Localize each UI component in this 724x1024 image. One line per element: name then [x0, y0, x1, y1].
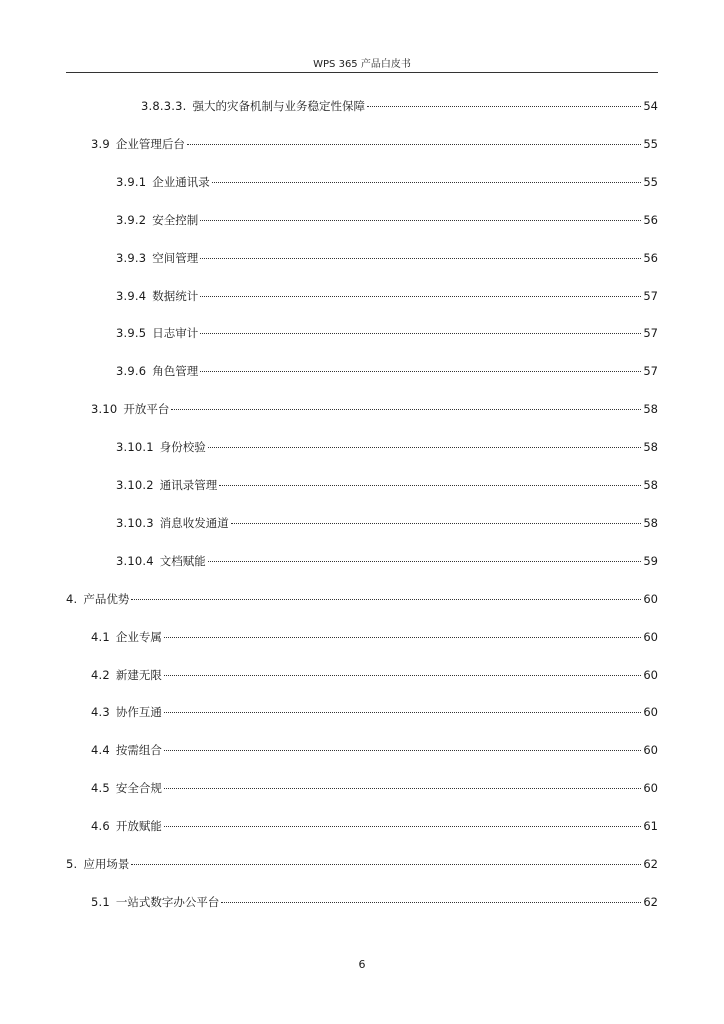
toc-dot-leader	[164, 750, 641, 751]
toc-entry[interactable]	[116, 288, 658, 304]
toc-entry-page: 54	[643, 99, 658, 113]
toc-dot-leader	[212, 182, 642, 183]
toc-entry-page: 60	[643, 629, 658, 644]
toc-entry-title: 角色管理	[152, 364, 199, 379]
toc-entry-number: 3.10.3	[116, 515, 154, 530]
toc-entry-title: 产品优势	[83, 591, 130, 606]
toc-entry-page: 62	[643, 857, 658, 871]
toc-entry-number: 3.10.1	[116, 440, 154, 455]
toc-entry-number: 3.9.6	[116, 364, 147, 379]
toc-entry-number: 3.10.4	[116, 553, 154, 568]
toc-dot-leader	[219, 485, 641, 486]
toc-entry-title: 日志审计	[152, 326, 199, 341]
toc-dot-leader	[131, 864, 641, 865]
toc-entry[interactable]	[116, 363, 658, 379]
toc-entry-page: 57	[643, 288, 658, 303]
toc-entry-page: 60	[643, 743, 658, 758]
toc-entry-number: 3.9.5	[116, 326, 147, 341]
toc-dot-leader	[164, 675, 641, 676]
toc-entry-title: 开放赋能	[115, 819, 162, 834]
toc-entry-number: 4.1	[91, 629, 110, 644]
toc-entry[interactable]	[116, 553, 658, 569]
toc-entry-page: 60	[643, 705, 658, 720]
toc-dot-leader	[164, 712, 641, 713]
toc-entry-title: 企业通讯录	[152, 174, 210, 189]
toc-dot-leader	[367, 106, 641, 107]
toc-entry-title: 通讯录管理	[159, 478, 218, 492]
toc-entry-page: 60	[643, 781, 658, 796]
toc-entry-number: 5.1	[91, 894, 110, 909]
toc-entry-number: 4.	[66, 591, 78, 606]
toc-entry-title: 数据统计	[152, 288, 199, 303]
toc-entry[interactable]	[91, 629, 658, 645]
toc-entry-title: 一站式数字办公平台	[115, 894, 220, 909]
toc-entry[interactable]	[91, 667, 658, 683]
toc-entry[interactable]	[116, 439, 658, 455]
toc-entry-title: 消息收发通道	[159, 515, 229, 530]
toc-dot-leader	[200, 296, 641, 297]
toc-entry-number: 4.2	[91, 667, 110, 682]
toc-entry-page: 57	[643, 364, 658, 379]
toc-entry-page: 58	[643, 515, 658, 530]
toc-dot-leader	[131, 599, 641, 600]
toc-entry-number: 3.10.2	[116, 478, 154, 492]
toc-entry-title: 协作互通	[115, 705, 162, 720]
toc-entry-page: 60	[643, 667, 658, 682]
toc-entry[interactable]	[116, 250, 658, 266]
toc-entry-title: 安全控制	[152, 212, 199, 227]
toc-entry-title: 企业专属	[115, 629, 162, 644]
toc-entry-title: 身份校验	[159, 440, 206, 455]
toc-entry-number: 3.10	[91, 402, 118, 417]
toc-entry-page: 62	[643, 894, 658, 909]
toc-entry[interactable]	[116, 325, 658, 341]
toc-entry[interactable]	[91, 894, 658, 910]
toc-entry-page: 57	[643, 326, 658, 341]
toc-dot-leader	[200, 220, 641, 221]
toc-entry[interactable]	[116, 212, 658, 228]
toc-dot-leader	[164, 826, 641, 827]
toc-dot-leader	[187, 144, 641, 145]
toc-entry-title: 企业管理后台	[115, 136, 185, 151]
toc-dot-leader	[164, 637, 641, 638]
toc-entry-page: 55	[643, 174, 658, 189]
toc-entry-page: 55	[643, 136, 658, 151]
toc-dot-leader	[200, 258, 641, 259]
toc-entry[interactable]	[116, 477, 658, 493]
toc-entry-number: 5.	[66, 857, 78, 871]
toc-dot-leader	[200, 333, 641, 334]
toc-dot-leader	[164, 788, 641, 789]
toc-dot-leader	[221, 902, 641, 903]
toc-entry-number: 3.9.3	[116, 250, 147, 265]
toc-entry-page: 60	[643, 591, 658, 606]
toc-entry[interactable]	[91, 818, 658, 834]
toc-entry[interactable]	[91, 136, 658, 152]
toc-dot-leader	[208, 561, 642, 562]
toc-entry-page: 58	[643, 440, 658, 455]
toc-entry[interactable]	[91, 401, 658, 417]
toc-entry-page: 58	[643, 402, 658, 417]
toc-entry-page: 56	[643, 250, 658, 265]
toc-entry-number: 4.5	[91, 781, 110, 796]
toc-entry[interactable]	[91, 742, 658, 758]
toc-entry-title: 空间管理	[152, 250, 199, 265]
toc-entry-page: 59	[643, 553, 658, 568]
toc-entry-title: 新建无限	[115, 667, 162, 682]
toc-entry-title: 开放平台	[123, 402, 170, 417]
toc-entry-number: 3.9	[91, 136, 110, 151]
toc-entry-number: 4.4	[91, 743, 110, 758]
toc-dot-leader	[231, 523, 642, 524]
toc-entry-title: 按需组合	[115, 743, 162, 758]
toc-entry[interactable]	[66, 856, 658, 872]
toc-entry-page: 56	[643, 212, 658, 227]
toc-entry-number: 4.6	[91, 819, 110, 834]
toc-entry[interactable]	[116, 515, 658, 531]
toc-entry-number: 3.9.1	[116, 174, 147, 189]
toc-dot-leader	[171, 409, 641, 410]
toc-entry-title: 安全合规	[115, 781, 162, 796]
header-divider	[66, 72, 658, 73]
toc-entry-number: 4.3	[91, 705, 110, 720]
toc-entry[interactable]	[91, 704, 658, 720]
toc-entry-title: 应用场景	[83, 857, 130, 871]
toc-entry-page: 61	[643, 819, 658, 834]
toc-dot-leader	[200, 371, 641, 372]
toc-dot-leader	[208, 447, 642, 448]
running-header-title: WPS 365 产品白皮书	[313, 59, 411, 70]
toc-entry[interactable]	[91, 780, 658, 796]
toc-entry-page: 58	[643, 478, 658, 492]
toc-entry-number: 3.9.2	[116, 212, 147, 227]
toc-entry-number: 3.9.4	[116, 288, 147, 303]
toc-entry[interactable]	[66, 591, 658, 607]
toc-entry-title: 强大的灾备机制与业务稳定性保障	[192, 99, 365, 113]
toc-entry-title: 文档赋能	[159, 553, 206, 568]
page-number: 6	[358, 958, 366, 971]
toc-entry[interactable]	[116, 174, 658, 190]
toc-entry[interactable]	[141, 98, 658, 114]
toc-entry-number: 3.8.3.3.	[141, 99, 187, 113]
